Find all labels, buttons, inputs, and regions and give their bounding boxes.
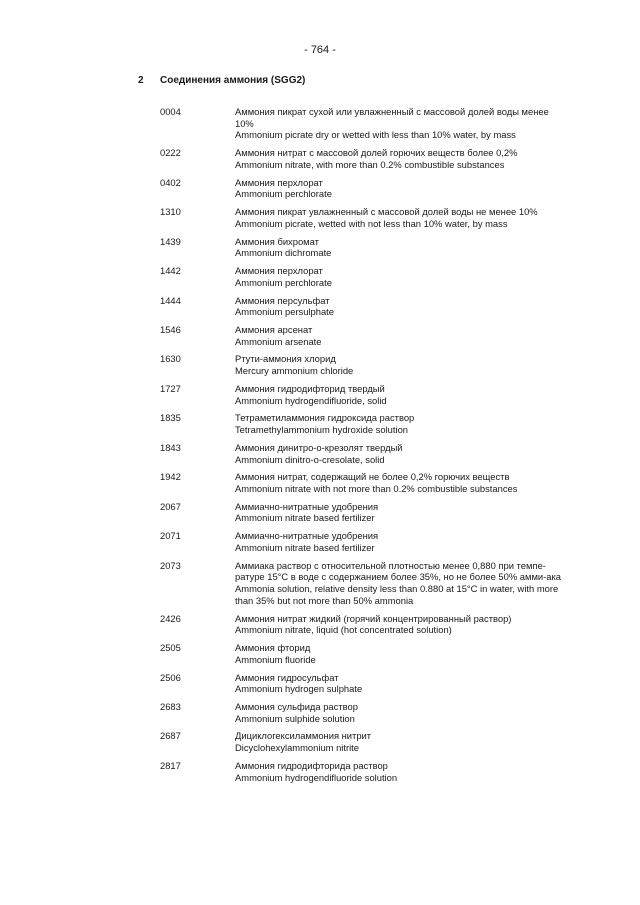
substance-description: [235, 383, 570, 406]
substance-name-en: Ammonium perchlorate: [235, 276, 332, 288]
substance-description: [235, 324, 570, 347]
un-number: 2683: [160, 700, 181, 712]
substance-name-en: Ammonium picrate dry or wetted with less than 10% water, by mass: [235, 129, 516, 141]
substance-name-ru: Аммония гидродифторид твердый: [235, 382, 385, 394]
substance-description: [235, 206, 570, 229]
list-item: [160, 206, 570, 229]
substance-name-en: Dicyclohexylammonium nitrite: [235, 742, 359, 754]
list-item: [160, 613, 570, 636]
un-number: 2506: [160, 671, 181, 683]
substance-description: [235, 106, 570, 141]
un-number: 1835: [160, 412, 181, 424]
substance-name-ru: Аммиачно-нитратные удобрения: [235, 500, 379, 512]
list-item: [160, 560, 570, 606]
substance-name-ru: Аммония арсенат: [235, 323, 313, 335]
substance-name-ru: Аммония перхлорат: [235, 265, 323, 277]
substance-name-en: Ammonium nitrate, with more than 0.2% combustible substances: [235, 158, 505, 170]
substance-name-ru: Аммония пикрат сухой или увлажненный с массовой долей воды менее 10%: [235, 106, 549, 129]
page-number: - 764 -: [304, 44, 336, 56]
substance-description: [235, 642, 570, 665]
substance-description: [235, 147, 570, 170]
un-number: 0004: [160, 106, 181, 117]
un-number: 2067: [160, 500, 181, 512]
substance-description: [235, 442, 570, 465]
substance-description: [235, 353, 570, 376]
list-item: [160, 530, 570, 553]
un-number: 1546: [160, 323, 181, 335]
list-item: [160, 353, 570, 376]
substance-name-ru: Аммиачно-нитратные удобрения: [235, 530, 379, 542]
substance-name-ru: Ртути-аммония хлорид: [235, 353, 336, 365]
un-number: 1727: [160, 382, 181, 394]
un-number: 0402: [160, 176, 181, 188]
substance-name-ru: Аммиака раствор с относительной плотностью менее 0,880 при темпе-ратуре 15°С в воде с содержанием более 35%, но не более 50% амми-ака: [235, 559, 561, 583]
substance-description: [235, 560, 570, 606]
substance-name-ru: Аммония фторид: [235, 642, 311, 654]
list-item: [160, 730, 570, 753]
un-number: 1310: [160, 206, 181, 218]
un-number: 0222: [160, 147, 181, 159]
list-item: [160, 701, 570, 724]
list-item: [160, 760, 570, 783]
substance-name-en: Ammonium hydrogendifluoride solution: [235, 771, 398, 783]
substance-description: [235, 501, 570, 524]
substance-name-en: Ammonium fluoride: [235, 653, 316, 665]
substance-name-en: Ammonium arsenate: [235, 335, 322, 347]
list-item: [160, 106, 570, 141]
substance-description: [235, 613, 570, 636]
un-number: 1442: [160, 265, 181, 277]
substance-name-ru: Аммония сульфида раствор: [235, 700, 358, 712]
list-item: [160, 642, 570, 665]
section-number: 2: [138, 75, 144, 86]
un-number: 1942: [160, 471, 181, 483]
substance-name-en: Ammonium perchlorate: [235, 188, 332, 200]
substance-description: [235, 412, 570, 435]
un-number: 2426: [160, 612, 181, 624]
substance-name-en: Ammonium picrate, wetted with not less than 10% water, by mass: [235, 217, 508, 229]
un-number: 1444: [160, 294, 181, 306]
substance-name-en: Tetramethylammonium hydroxide solution: [235, 424, 408, 436]
substance-name-ru: Аммония гидродифторида раствор: [235, 759, 388, 771]
substance-description: [235, 177, 570, 200]
substance-name-en: Ammonium dichromate: [235, 247, 332, 259]
un-number: 1439: [160, 235, 181, 247]
list-item: [160, 265, 570, 288]
entry-list: [160, 106, 570, 789]
substance-name-ru: Аммония гидросульфат: [235, 671, 339, 683]
substance-name-ru: Аммония нитрат жидкий (горячий концентрированный раствор): [235, 612, 512, 624]
substance-description: [235, 471, 570, 494]
substance-name-en: Ammonium dinitro-o-cresolate, solid: [235, 453, 385, 465]
un-number: 1843: [160, 441, 181, 453]
substance-description: [235, 730, 570, 753]
list-item: [160, 236, 570, 259]
substance-description: [235, 295, 570, 318]
substance-name-ru: Дициклогексиламмония нитрит: [235, 730, 372, 742]
substance-description: [235, 672, 570, 695]
substance-name-ru: Тетраметиламмония гидроксида раствор: [235, 412, 415, 424]
substance-name-ru: Аммония персульфат: [235, 294, 330, 306]
section-heading: [138, 75, 305, 86]
section-title: Соединения аммония (SGG2): [160, 75, 306, 86]
substance-name-en: Ammonium sulphide solution: [235, 712, 355, 724]
list-item: [160, 147, 570, 170]
substance-name-ru: Аммония бихромат: [235, 235, 319, 247]
list-item: [160, 324, 570, 347]
substance-name-en: Ammonium nitrate, liquid (hot concentrated solution): [235, 624, 452, 636]
substance-description: [235, 530, 570, 553]
list-item: [160, 672, 570, 695]
substance-name-en: Ammonium hydrogen sulphate: [235, 683, 363, 695]
un-number: 2687: [160, 730, 181, 742]
list-item: [160, 412, 570, 435]
substance-description: [235, 760, 570, 783]
un-number: 2817: [160, 759, 181, 771]
substance-name-en: Ammonium nitrate based fertilizer: [235, 512, 375, 524]
substance-name-ru: Аммония нитрат с массовой долей горючих веществ более 0,2%: [235, 147, 518, 159]
list-item: [160, 501, 570, 524]
un-number: 2071: [160, 530, 181, 542]
substance-name-en: Ammonium nitrate with not more than 0.2% combustible substances: [235, 483, 518, 494]
substance-description: [235, 701, 570, 724]
substance-name-en: Mercury ammonium chloride: [235, 365, 354, 377]
substance-name-en: Ammonium persulphate: [235, 306, 335, 318]
substance-name-ru: Аммония динитро-о-крезолят твердый: [235, 441, 403, 453]
list-item: [160, 442, 570, 465]
un-number: 2073: [160, 559, 181, 571]
substance-name-en: Ammonium nitrate based fertilizer: [235, 541, 375, 553]
list-item: [160, 295, 570, 318]
substance-description: [235, 236, 570, 259]
substance-name-ru: Аммония нитрат, содержащий не более 0,2% горючих веществ: [235, 471, 510, 483]
substance-name-ru: Аммония перхлорат: [235, 176, 323, 188]
substance-name-ru: Аммония пикрат увлажненный с массовой долей воды не менее 10%: [235, 206, 538, 218]
substance-description: [235, 265, 570, 288]
un-number: 2505: [160, 642, 181, 654]
list-item: [160, 177, 570, 200]
list-item: [160, 383, 570, 406]
substance-name-en: Ammonia solution, relative density less than 0.880 at 15°C in water, with more than 35% but not more than 50% ammonia: [235, 583, 559, 606]
list-item: [160, 471, 570, 494]
substance-name-en: Ammonium hydrogendifluoride, solid: [235, 394, 387, 406]
un-number: 1630: [160, 353, 181, 365]
